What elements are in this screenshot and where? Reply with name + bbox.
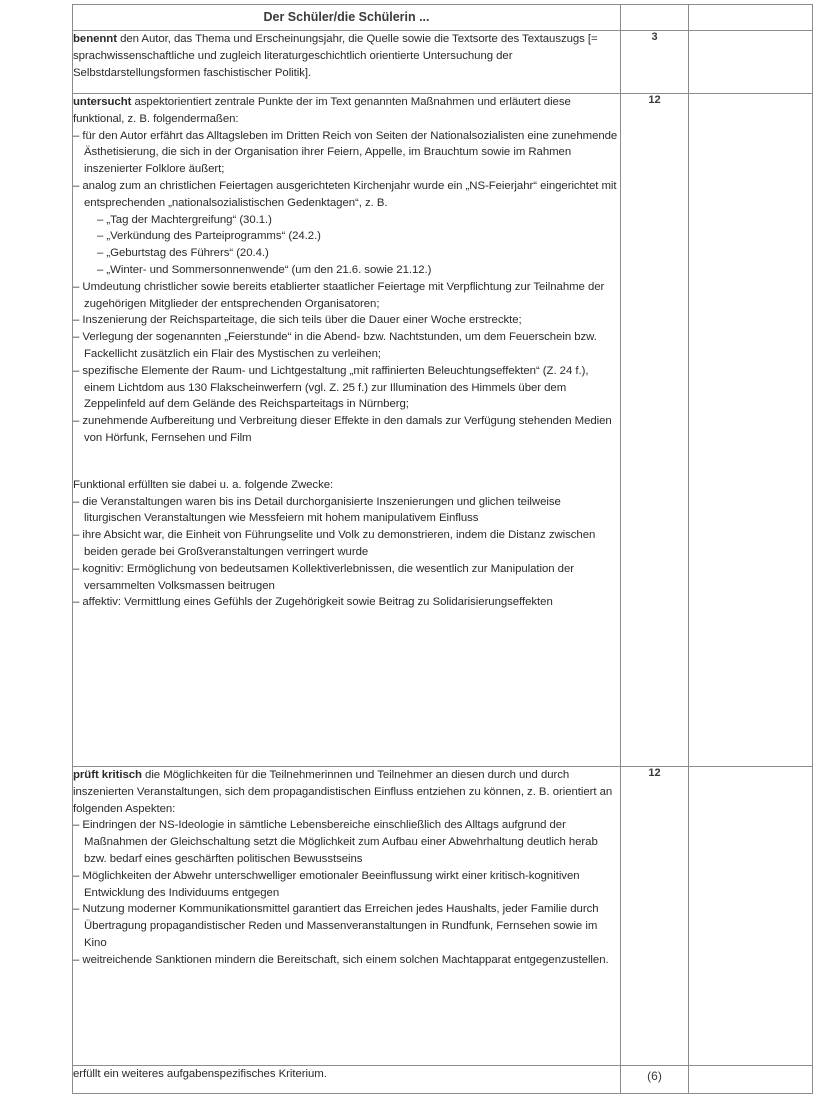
criterion-extra-cell bbox=[689, 1066, 813, 1094]
criterion-points: 12 bbox=[621, 767, 689, 1066]
criterion-lead: prüft kritisch bbox=[73, 769, 142, 781]
sub-list-item: – „Tag der Machtergreifung“ (30.1.) bbox=[97, 213, 272, 226]
criterion-extra-cell bbox=[689, 31, 813, 94]
criterion-extra-cell bbox=[689, 94, 813, 767]
criterion-body: aspektorientiert zentrale Punkte der im Text genannten Maßnahmen und erläutert diese funktional, z. B. folgendermaßen: bbox=[73, 96, 571, 125]
list-item: – Verlegung der sogenannten „Feierstunde“ in die Abend- bzw. Nachtstunden, um dem Feuerschein bzw. Fackellicht zusätzlich ein Flair des Mystischen zu verleihen; bbox=[73, 331, 597, 360]
criterion-points: (6) bbox=[621, 1066, 689, 1094]
criterion-points: 3 bbox=[621, 31, 689, 94]
list-item: – Eindringen der NS-Ideologie in sämtliche Lebensbereiche einschließlich des Alltags aufgrund der Maßnahmen der Gleichschaltung setzt die Möglichkeit zum Aufbau einer Abwehrhaltung deutlich herab bzw. bedarf eines geschärften politischen Bewusstseins bbox=[73, 819, 598, 865]
criterion-points: 12 bbox=[621, 94, 689, 767]
criterion-row-untersucht bbox=[73, 94, 813, 767]
header-extra-cell bbox=[689, 5, 813, 31]
criterion-text: erfüllt ein weiteres aufgabenspezifisches Kriterium. bbox=[73, 1066, 621, 1094]
criterion-body: den Autor, das Thema und Erscheinungsjahr, die Quelle sowie die Textsorte des Textauszugs [= sprachwissenschaftliche und zugleich literaturgeschichtlich orientierte Untersuchung der Selbstdarstellungsformen faschistischer Politik]. bbox=[73, 33, 598, 79]
criterion-body: die Möglichkeiten für die Teilnehmerinnen und Teilnehmer an diesen durch und durch inszenierten Veranstaltungen, sich dem propagandistischen Einfluss entziehen zu können, z. B. orientiert an folgenden Aspekten: bbox=[73, 769, 613, 815]
list-item: – kognitiv: Ermöglichung von bedeutsamen Kollektiverlebnissen, die wesentlich zur Manipulation der versammelten Volksmassen beitrugen bbox=[73, 562, 575, 592]
list-item: – für den Autor erfährt das Alltagsleben im Dritten Reich von Seiten der Nationalsozialisten eine zunehmende Ästhetisierung, die sich in der Organisation ihrer Feiern, Appelle, im Brauchtum sowie im Rahmen inszenierter Folklore äußert; bbox=[73, 129, 618, 176]
list-item: – Umdeutung christlicher sowie bereits etablierter staatlicher Feiertage mit Verpflichtung zur Teilnahme der zugehörigen Mitglieder der entsprechenden Organisatoren; bbox=[73, 280, 605, 310]
list-item: – Inszenierung der Reichsparteitage, die sich teils über die Dauer einer Woche erstreckte; bbox=[73, 314, 522, 327]
criterion-row-benennt bbox=[73, 31, 813, 94]
list-item: – zunehmende Aufbereitung und Verbreitung dieser Effekte in den damals zur Verfügung stehenden Medien von Hörfunk, Fernsehen und Film bbox=[73, 415, 612, 444]
criterion-extra-cell bbox=[689, 767, 813, 1066]
header-row bbox=[73, 5, 813, 31]
criterion-text bbox=[73, 31, 621, 94]
criterion-text bbox=[73, 767, 621, 1066]
list-item: – affektiv: Vermittlung eines Gefühls der Zugehörigkeit sowie Beitrag zu Solidarisierungseffekten bbox=[73, 596, 553, 609]
list-item: – spezifische Elemente der Raum- und Lichtgestaltung „mit raffinierten Beleuchtungseffekten“ (Z. 24 f.), einem Lichtdom aus 130 Flakscheinwerfern (vgl. Z. 25 f.) zur Illumination des Himmels über dem Zeppelinfeld auf dem Gelände des Reichsparteitags in Nürnberg; bbox=[73, 364, 589, 411]
list-item: – ihre Absicht war, die Einheit von Führungselite und Volk zu demonstrieren, indem die Distanz zwischen beiden gerade bei Großveranstaltungen verringert wurde bbox=[73, 529, 596, 558]
list-item: – weitreichende Sanktionen mindern die Bereitschaft, sich einem solchen Machtapparat entgegenzustellen. bbox=[73, 953, 609, 966]
criterion-lead: untersucht bbox=[73, 96, 132, 108]
list-item: – Nutzung moderner Kommunikationsmittel garantiert das Erreichen jedes Haushalts, jeder Familie durch Übertragung propagandistischer Reden und Massenveranstaltungen in Rundfunk, Fernsehen sowie im Kino bbox=[73, 903, 599, 949]
table-header-title: Der Schüler/die Schülerin ... bbox=[73, 5, 621, 31]
assessment-table bbox=[72, 4, 813, 1094]
criterion-row-prueft bbox=[73, 767, 813, 1066]
functional-intro: Funktional erfüllten sie dabei u. a. folgende Zwecke: bbox=[73, 478, 334, 491]
criterion-text bbox=[73, 94, 621, 767]
list-item: – die Veranstaltungen waren bis ins Detail durchorganisierte Inszenierungen und glichen teilweise liturgischen Veranstaltungen wie Messfeiern mit hohem manipulativem Einfluss bbox=[73, 495, 561, 525]
list-item: – Möglichkeiten der Abwehr unterschwelliger emotionaler Beeinflussung wirkt einer kritisch-kognitiven Entwicklung des Individuums entgegen bbox=[73, 869, 580, 899]
list-item: – analog zum an christlichen Feiertagen ausgerichteten Kirchenjahr wurde ein „NS-Feierjahr“ eingerichtet mit entsprechenden „nationalsozialistischen Gedenktagen“, z. B. bbox=[73, 179, 617, 209]
header-points-cell bbox=[621, 5, 689, 31]
criterion-row-weiteres bbox=[73, 1066, 813, 1094]
sub-list-item: – „Verkündung des Parteiprogramms“ (24.2.) bbox=[97, 230, 321, 243]
sub-list-item: – „Geburtstag des Führers“ (20.4.) bbox=[97, 247, 269, 260]
sub-list-item: – „Winter- und Sommersonnenwende“ (um den 21.6. sowie 21.12.) bbox=[97, 263, 432, 276]
criterion-lead: benennt bbox=[73, 33, 117, 45]
